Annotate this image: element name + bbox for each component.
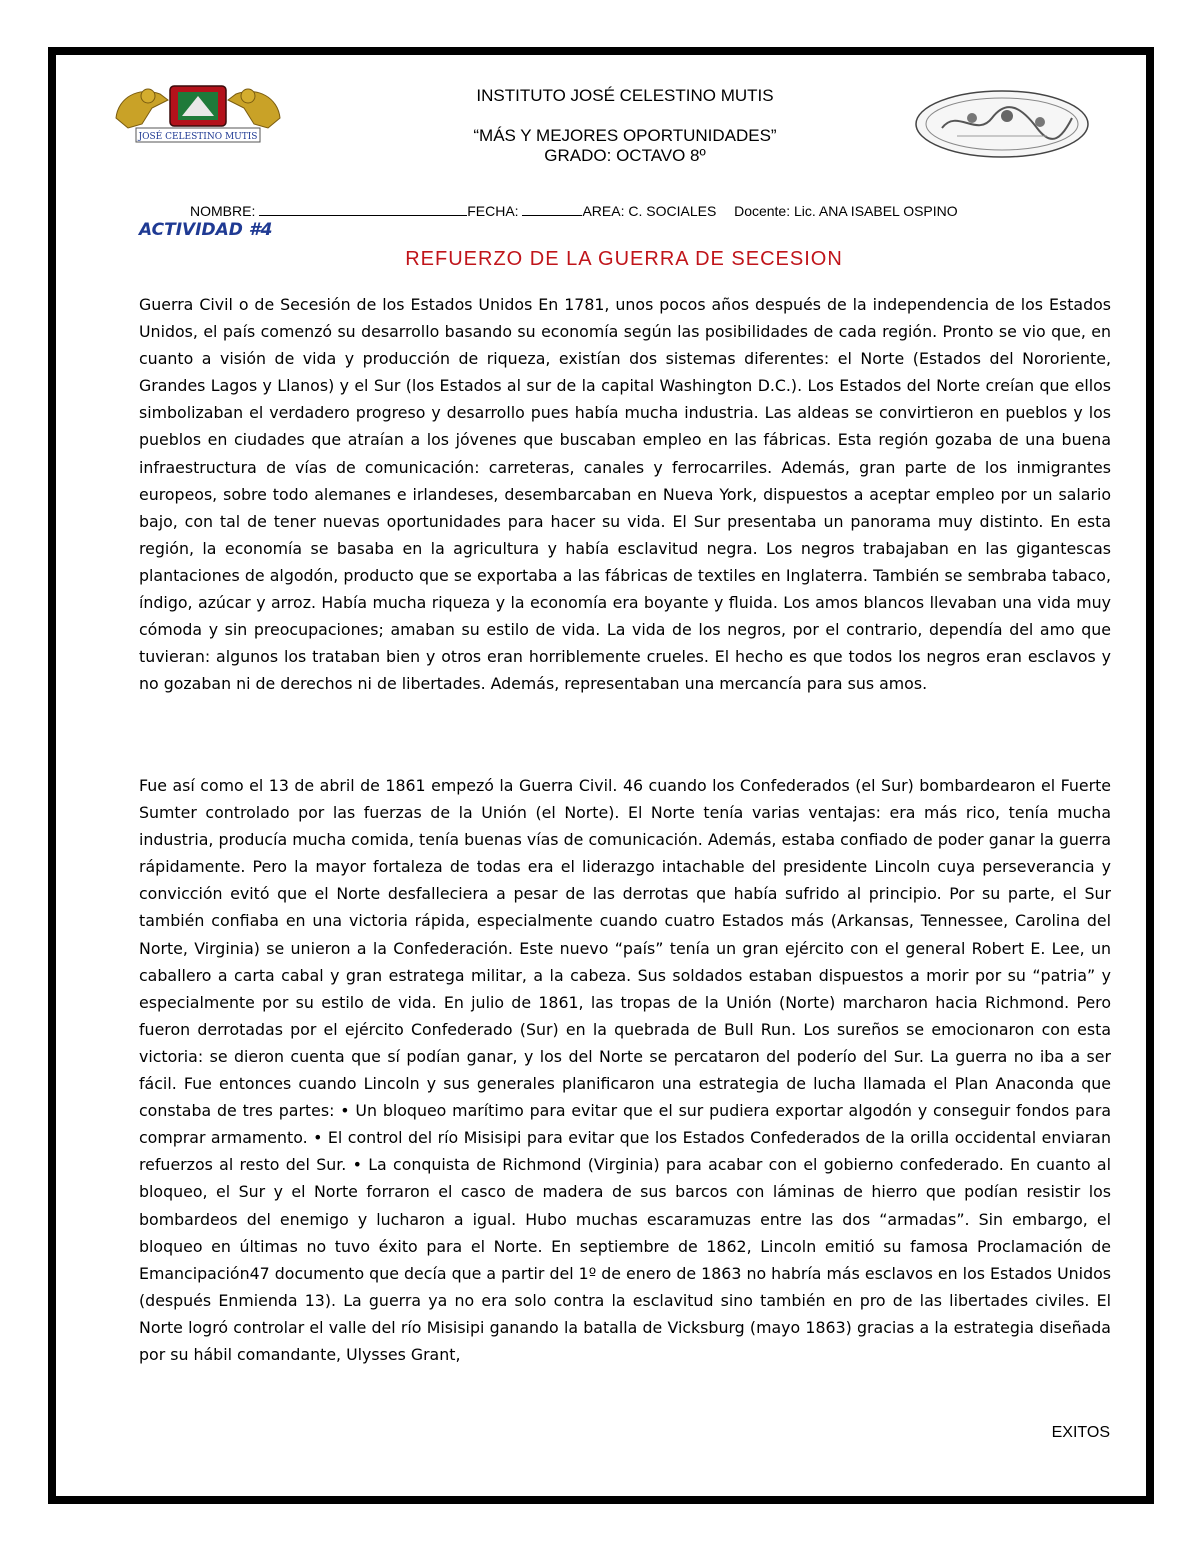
closing-text: EXITOS xyxy=(1051,1424,1110,1441)
institution-name: INSTITUTO JOSÉ CELESTINO MUTIS xyxy=(476,86,774,105)
institution-slogan: “MÁS Y MEJORES OPORTUNIDADES” xyxy=(473,126,777,145)
document-title: REFUERZO DE LA GUERRA DE SECESION xyxy=(405,248,843,270)
school-crest-logo xyxy=(108,78,288,148)
teacher-label: Docente: Lic. ANA ISABEL OSPINO xyxy=(734,203,958,219)
grade-label: GRADO: OCTAVO 8º xyxy=(544,146,706,165)
paragraph-1: Guerra Civil o de Secesión de los Estados Unidos En 1781, unos pocos años después de la independencia de los Estados Unidos, el país comenzó su desarrollo basando su economía según las posibilidades de cada región. Pronto se vio que, en cuanto a visión de vida y producción de riqueza, existían dos sistemas diferentes: el Norte (Estados del Nororiente, Grandes Lagos y Llanos) y el Sur (los Estados al sur de la capital Washington D.C.). Los Estados del Norte creían que ellos simbolizaban el verdadero progreso y desarrollo pues había mucha industria. Las aldeas se convirtieron en pueblos y los pueblos en ciudades que atraían a los jóvenes que buscaban empleo en las fábricas. Esta región gozaba de una buena infraestructura de vías de comunicación: carreteras, canales y ferrocarriles. Además, gran parte de los inmigrantes europeos, sobre todo alemanes e irlandeses, desembarcaban en Nueva York, dispuestos a aceptar empleo por un salario bajo, con tal de tener nuevas oportunidades para hacer su vida. El Sur presentaba un panorama muy distinto. En esta región, la economía se basaba en la agricultura y había esclavitud negra. Los negros trabajaban en las gigantescas plantaciones de algodón, producto que se exportaba a las fábricas de textiles en Inglaterra. También se sembraba tabaco, índigo, azúcar y arroz. Había mucha riqueza y la economía era boyante y fluida. Los amos blancos llevaban una vida muy cómoda y sin preocupaciones; amaban su estilo de vida. La vida de los negros, por el contrario, dependía del amo que tuvieran: algunos los trataban bien y otros eran horriblemente crueles. El hecho es que todos los negros eran esclavos y no gozaban ni de derechos ni de libertades. Además, representaban una mercancía para sus amos. xyxy=(139,295,1111,694)
student-info-line xyxy=(190,203,958,219)
name-blank[interactable] xyxy=(259,204,467,216)
date-label: FECHA: xyxy=(467,203,519,219)
crest-caption: JOSÉ CELESTINO MUTIS xyxy=(138,132,258,142)
school-seal-logo xyxy=(912,88,1092,160)
date-blank[interactable] xyxy=(522,204,582,216)
name-label: NOMBRE: xyxy=(190,203,256,219)
area-label: AREA: C. SOCIALES xyxy=(582,203,717,219)
activity-number: ACTIVIDAD #4 xyxy=(139,220,273,240)
paragraph-2: Fue así como el 13 de abril de 1861 empezó la Guerra Civil. 46 cuando los Confederados (el Sur) bombardearon el Fuerte Sumter controlado por las fuerzas de la Unión (el Norte). El Norte tenía varias ventajas: era más rico, tenía mucha industria, producía mucha comida, tenía buenas vías de comunicación. Además, estaba confiado de poder ganar la guerra rápidamente. Pero la mayor fortaleza de todas era el liderazgo intachable del presidente Lincoln cuya perseverancia y convicción evitó que el Norte desfalleciera a pesar de las derrotas que había sufrido al principio. Por su parte, el Sur también confiaba en una victoria rápida, especialmente cuando cuatro Estados más (Arkansas, Tennessee, Carolina del Norte, Virginia) se unieron a la Confederación. Este nuevo “país” tenía un gran ejército con el general Robert E. Lee, un caballero a carta cabal y gran estratega militar, a la cabeza. Sus soldados estaban dispuestos a morir por su “patria” y especialmente por su estilo de vida. En julio de 1861, las tropas de la Unión (Norte) marcharon hacia Richmond. Pero fueron derrotadas por el ejército Confederado (Sur) en la quebrada de Bull Run. Los sureños se emocionaron con esta victoria: se dieron cuenta que sí podían ganar, y los del Norte se percataron del poderío del Sur. La guerra no iba a ser fácil. Fue entonces cuando Lincoln y sus generales planificaron una estrategia de lucha llamada el Plan Anaconda que constaba de tres partes: • Un bloqueo marítimo para evitar que el sur pudiera exportar algodón y conseguir fondos para comprar armamento. • El control del río Misisipi para evitar que los Estados Confederados de la orilla occidental enviaran refuerzos al resto del Sur. • La conquista de Richmond (Virginia) para acabar con el gobierno confederado. En cuanto al bloqueo, el Sur y el Norte forraron el casco de madera de sus barcos con láminas de hierro que podían resistir los bombardeos del enemigo y lucharon a igual. Hubo muchas escaramuzas entre las dos “armadas”. Sin embargo, el bloqueo en últimas no tuvo éxito para el Norte. En septiembre de 1862, Lincoln emitió su famosa Proclamación de Emancipación47 documento que decía que a partir del 1º de enero de 1863 no habría más esclavos en los Estados Unidos (después Enmienda 13). La guerra ya no era solo contra la esclavitud sino también en pro de las libertades civiles. El Norte logró controlar el valle del río Misisipi ganando la batalla de Vicksburg (mayo 1863) gracias a la estrategia diseñada por su hábil comandante, Ulysses Grant, xyxy=(139,776,1111,1364)
